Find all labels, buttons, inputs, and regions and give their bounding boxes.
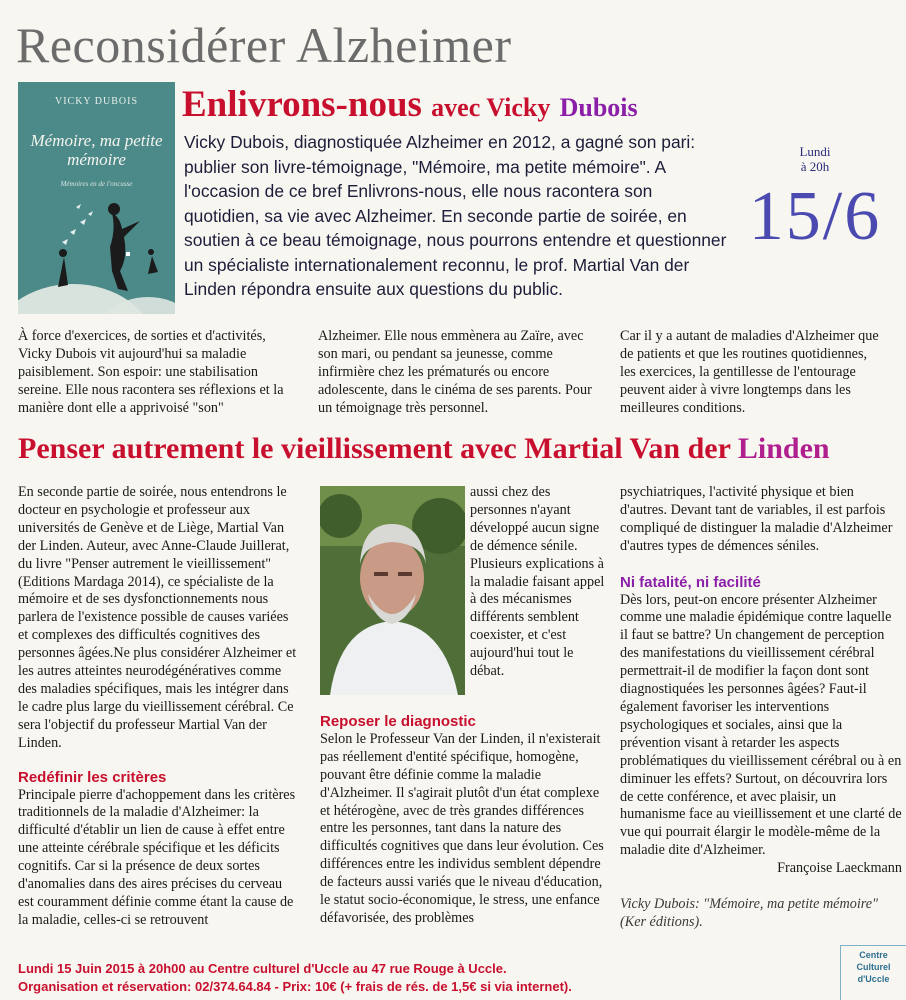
article-column-3 — [620, 484, 902, 932]
event-info-footer — [18, 960, 818, 996]
event-date — [740, 144, 890, 255]
intro-paragraph: Vicky Dubois, diagnostiquée Alzheimer en 2012, a gagné son pari: publier son livre-témoignage, "Mémoire, ma petite mémoire". A l'occasion de ce bref Enlivrons-nous, elle nous racontera son quotidien, sa vie avec Alzheimer. En seconde partie de soirée, en soutien à ce beau témoignage, nous pourrons entendre et questionner un spécialiste internationalement reconnu, le prof. Martial Van der Linden répondra ensuite aux questions du public. — [184, 132, 727, 299]
event-time: à 20h — [800, 159, 830, 174]
intro-column-2: Alzheimer. Elle nous emmènera au Zaïre, avec son mari, ou pendant sa jeunesse, comme infirmière chez les prématurés ou encore adolescente, dans le cinéma de ses parents. Pour un témoignage très personnel. — [318, 328, 592, 416]
subtitle-reposer: Reposer le diagnostic — [320, 713, 476, 730]
logo-line-2: Culturel — [856, 962, 891, 972]
column-1-text: En seconde partie de soirée, nous entendrons le docteur en psychologie et professeur aux universités de Genève et de Liège, Martial Van der Linden. Auteur, avec Anne-Claude Juillerat, du livre "Penser autrement le vieillissement" (Editions Mardaga 2014), ce spécialiste de la mémoire et de ses dysfonctionnements nous parlera de l'existence possible de causes variées et complexes des difficultés cognitives des personnes âgées.Ne plus considérer Alzheimer et les autres atteintes neurodégénératives comme des maladies spécifiques, mais les intégrer dans le cadre plus large du vieillissement cérébral. Ce sera l'objectif du professeur Martial Van der Linden. — [18, 484, 297, 751]
event-headline — [182, 86, 638, 123]
portrait-illustration — [320, 486, 465, 695]
column-3-text: psychiatriques, l'activité physique et bien d'autres. Devant tant de variables, il est parfois compliqué de distinguer la maladie d'Alzheimer d'autres types de démences séniles. — [620, 484, 893, 554]
event-headline-main: Enlivrons-nous — [182, 84, 422, 125]
book-subtitle: Mémoires en de l'oncusse — [60, 180, 133, 188]
event-day: Lundi — [799, 144, 831, 159]
book-caption: Vicky Dubois: "Mémoire, ma petite mémoire" (Ker éditions). — [620, 896, 879, 930]
intro-column-1: À force d'exercices, de sorties et d'activités, Vicky Dubois vit aujourd'hui sa maladie paisiblement. Son espoir: une stabilisation sereine. Elle nous racontera ses réflexions et la manière dont elle a apprivoisé "son" — [18, 328, 284, 416]
page-title: Reconsidérer Alzheimer — [16, 17, 512, 73]
footer-line-2: Organisation et réservation: 02/374.64.84 - Prix: 10€ (+ frais de rés. de 1,5€ si via internet). — [18, 979, 572, 994]
footer-line-1: Lundi 15 Juin 2015 à 20h00 au Centre culturel d'Uccle au 47 rue Rouge à Uccle. — [18, 961, 507, 976]
event-headline-tail: avec Vicky — [431, 93, 551, 122]
intro-column-3: Car il y a autant de maladies d'Alzheimer que de patients et que les routines quotidiennes, les exercices, la gentillesse de l'entourage peuvent aider à vivre longtemps dans les meilleures conditions. — [620, 328, 879, 416]
logo-line-3: d'Uccle — [857, 974, 890, 984]
section-title-tail: Linden — [737, 432, 830, 465]
event-headline-tail2: Dubois — [559, 93, 638, 122]
book-cover-illustration — [18, 82, 175, 314]
centre-culturel-logo — [840, 945, 906, 1000]
event-date-big: 15/6 — [748, 178, 882, 255]
column-2-beside-photo: aussi chez des personnes n'ayant développé aucun signe de démence sénile. Plusieurs explications à la maladie faisant appel à des mécanismes différents semblent coexister, et c'est aujourd'hui tout le débat. — [470, 484, 605, 680]
logo-line-1: Centre — [859, 950, 888, 960]
author-signature: Françoise Laeckmann — [777, 860, 902, 877]
book-author: VICKY DUBOIS — [54, 96, 139, 107]
book-cover-image — [18, 82, 175, 314]
subtitle-ni-fatalite: Ni fatalité, ni facilité — [620, 573, 761, 591]
column-2-text: Selon le Professeur Van der Linden, il n'existerait pas réellement d'entité spécifique, homogène, pouvant être définie comme la maladie d'Alzheimer. Il s'agirait plutôt d'un état complexe et hétérogène, avec de très grandes différences entre les personnes, tant dans la nature des difficultés cognitives que dans leur évolution. Ces différences entre les individus semblent dépendre de facteurs aussi variés que le niveau d'éducation, le statut socio-économique, le stress, une enfance défavorisée, des problèmes — [320, 730, 604, 926]
article-column-2 — [320, 713, 610, 928]
column-1-text-2: Principale pierre d'achoppement dans les critères traditionnels de la maladie d'Alzheimer: la difficulté d'établir un lien de cause à effet entre une atteinte cérébrale spécifique et les déficits cognitifs. Car si la présence de deux sortes d'anomalies dans des aires précises du cerveau est couramment définie comme étant la cause de la maladie, celles-ci se retrouvent — [18, 786, 296, 928]
column-3-text-2: Dès lors, peut-on encore présenter Alzheimer comme une maladie épidémique contre laquelle il faut se battre? Un changement de perception des manifestations du vieillissement cérébral permettrait-il de modifier la façon dont sont diagnostiquées les personnes âgées? Faut-il également favoriser les interventions psychologiques et sociales, ainsi que la prévention visant à retarder les aspects problématiques du vieillissement cérébral ou à en diminuer les effets? Surtout, on découvrira lors de cette conférence, et avec plaisir, un humanisme face au vieillissement et une clarté de vue qui pourrait élargir le modèle-même de la maladie dite d'Alzheimer. — [620, 591, 902, 859]
subtitle-redefinir: Redéfinir les critères — [18, 768, 167, 786]
book-title: Mémoire, ma petite mémoire — [30, 131, 163, 169]
section-title-main: Penser autrement le vieillissement avec Martial Van der — [18, 432, 731, 465]
section-title — [18, 434, 830, 464]
portrait-photo — [320, 486, 465, 695]
article-column-1 — [18, 484, 300, 930]
